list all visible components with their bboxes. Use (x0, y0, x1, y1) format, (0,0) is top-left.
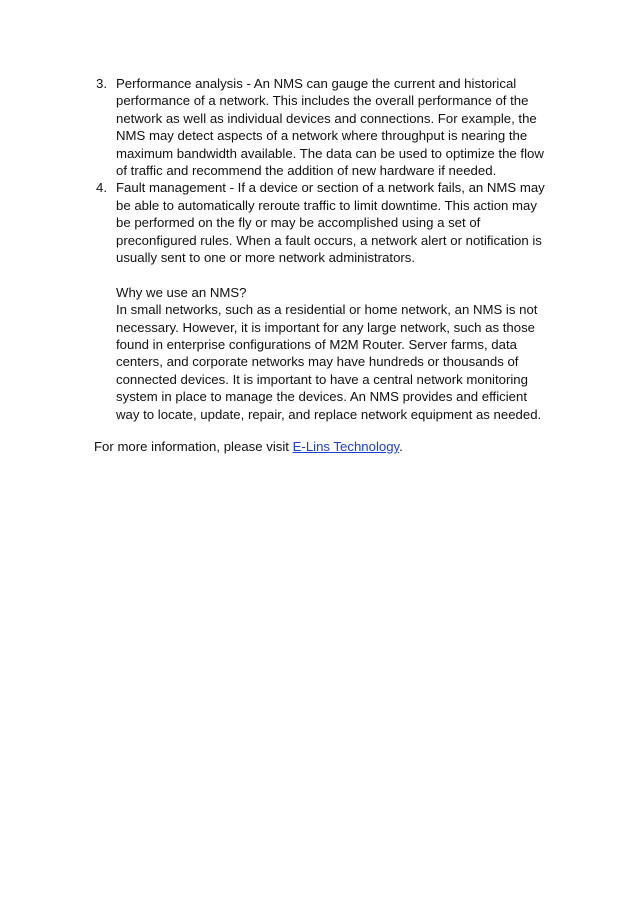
list-item-text: Performance analysis - An NMS can gauge the current and historical performance of a network. This includes the overall performance of the network as well as individual devices and connections. For example, the NMS may detect aspects of a network where throughput is nearing the maximum bandwidth available. The data can be used to optimize the flow of traffic and recommend the addition of new hardware if needed. (116, 76, 544, 179)
list-item-number: 3. (96, 76, 107, 91)
numbered-list (94, 75, 554, 266)
section-body: In small networks, such as a residential or home network, an NMS is not necessary. However, it is important for any large network, such as those found in enterprise configurations of M2M Router. Server farms, data centers, and corporate networks may have hundreds or thousands of connected devices. It is important to have a central network monitoring system in place to manage the devices. An NMS provides and efficient way to locate, update, repair, and replace network equipment as needed. (116, 302, 542, 422)
list-item (94, 179, 554, 266)
list-item-text: Fault management - If a device or section of a network fails, an NMS may be able to automatically reroute traffic to limit downtime. This action may be performed on the fly or may be accomplished using a set of preconfigured rules. When a fault occurs, a network alert or notification is usually sent to one or more network administrators. (116, 180, 545, 266)
footer-suffix: . (399, 439, 403, 455)
list-item (94, 75, 554, 179)
footer-line (94, 438, 554, 455)
list-item-number: 4. (96, 180, 107, 196)
footer-prefix: For more information, please visit (94, 439, 293, 455)
section-heading: Why we use an NMS? (116, 284, 247, 300)
document-body (94, 75, 554, 456)
e-lins-technology-link[interactable]: E-Lins Technology (292, 439, 400, 455)
paragraph-spacer (94, 266, 554, 283)
why-section (94, 284, 554, 423)
